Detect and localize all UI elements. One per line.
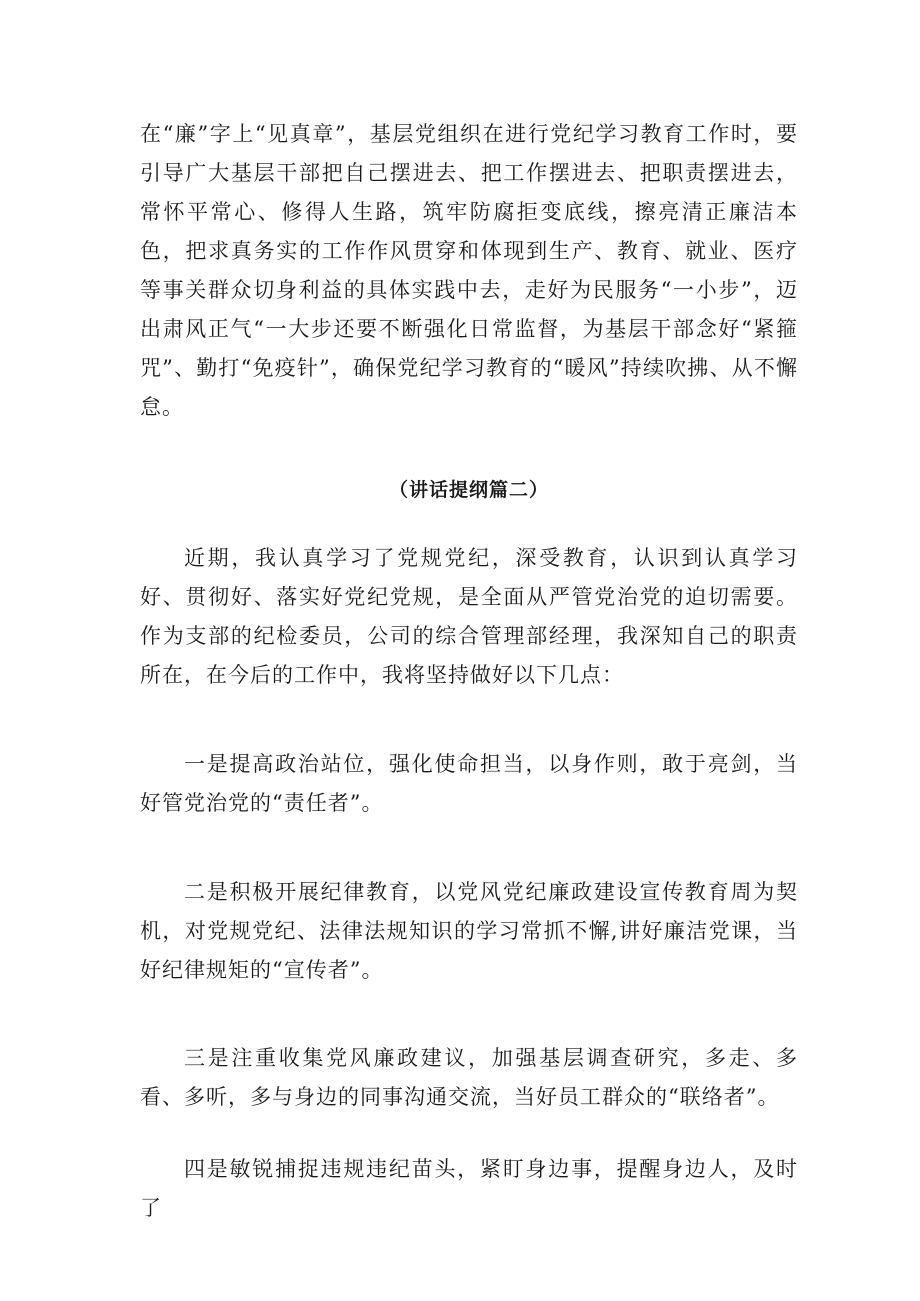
- paragraph-intro: 近期，我认真学习了党规党纪，深受教育，认识到认真学习好、贯彻好、落实好党纪党规，是全面从严管党治党的迫切需要。作为支部的纪检委员，公司的综合管理部经理，我深知自己的职责所在，在今后的工作中，我将坚持做好以下几点：: [140, 546, 798, 687]
- section-heading: （讲话提纲篇二）: [388, 479, 549, 501]
- paragraph-point-2: 二是积极开展纪律教育，以党风党纪廉政建设宣传教育周为契机，对党规党纪、法律法规知识的学习常抓不懈,讲好廉洁党课，当好纪律规矩的“宣传者”。: [140, 880, 798, 982]
- paragraph-point-3: 三是注重收集党风廉政建议，加强基层调查研究，多走、多看、多听，多与身边的同事沟通交流，当好员工群众的“联络者”。: [140, 1046, 798, 1109]
- paragraph-continuation: 在“廉”字上“见真章”，基层党组织在进行党纪学习教育工作时，要引导广大基层干部把自己摆进去、把工作摆进去、把职责摆进去，常怀平常心、修得人生路，筑牢防腐拒变底线，擦亮清正廉洁本色，把求真务实的工作作风贯穿和体现到生产、教育、就业、医疗等事关群众切身利益的具体实践中去，走好为民服务“一小步”，迈出肃风正气“一大步还要不断强化日常监督，为基层干部念好“紧箍咒”、勤打“免疫针”，确保党纪学习教育的“暖风”持续吹拂、从不懈怠。: [140, 122, 798, 419]
- paragraph-point-1: 一是提高政治站位，强化使命担当，以身作则，敢于亮剑，当好管党治党的“责任者”。: [140, 752, 798, 815]
- paragraph-point-4: 四是敏锐捕捉违规违纪苗头，紧盯身边事，提醒身边人，及时了: [140, 1157, 798, 1220]
